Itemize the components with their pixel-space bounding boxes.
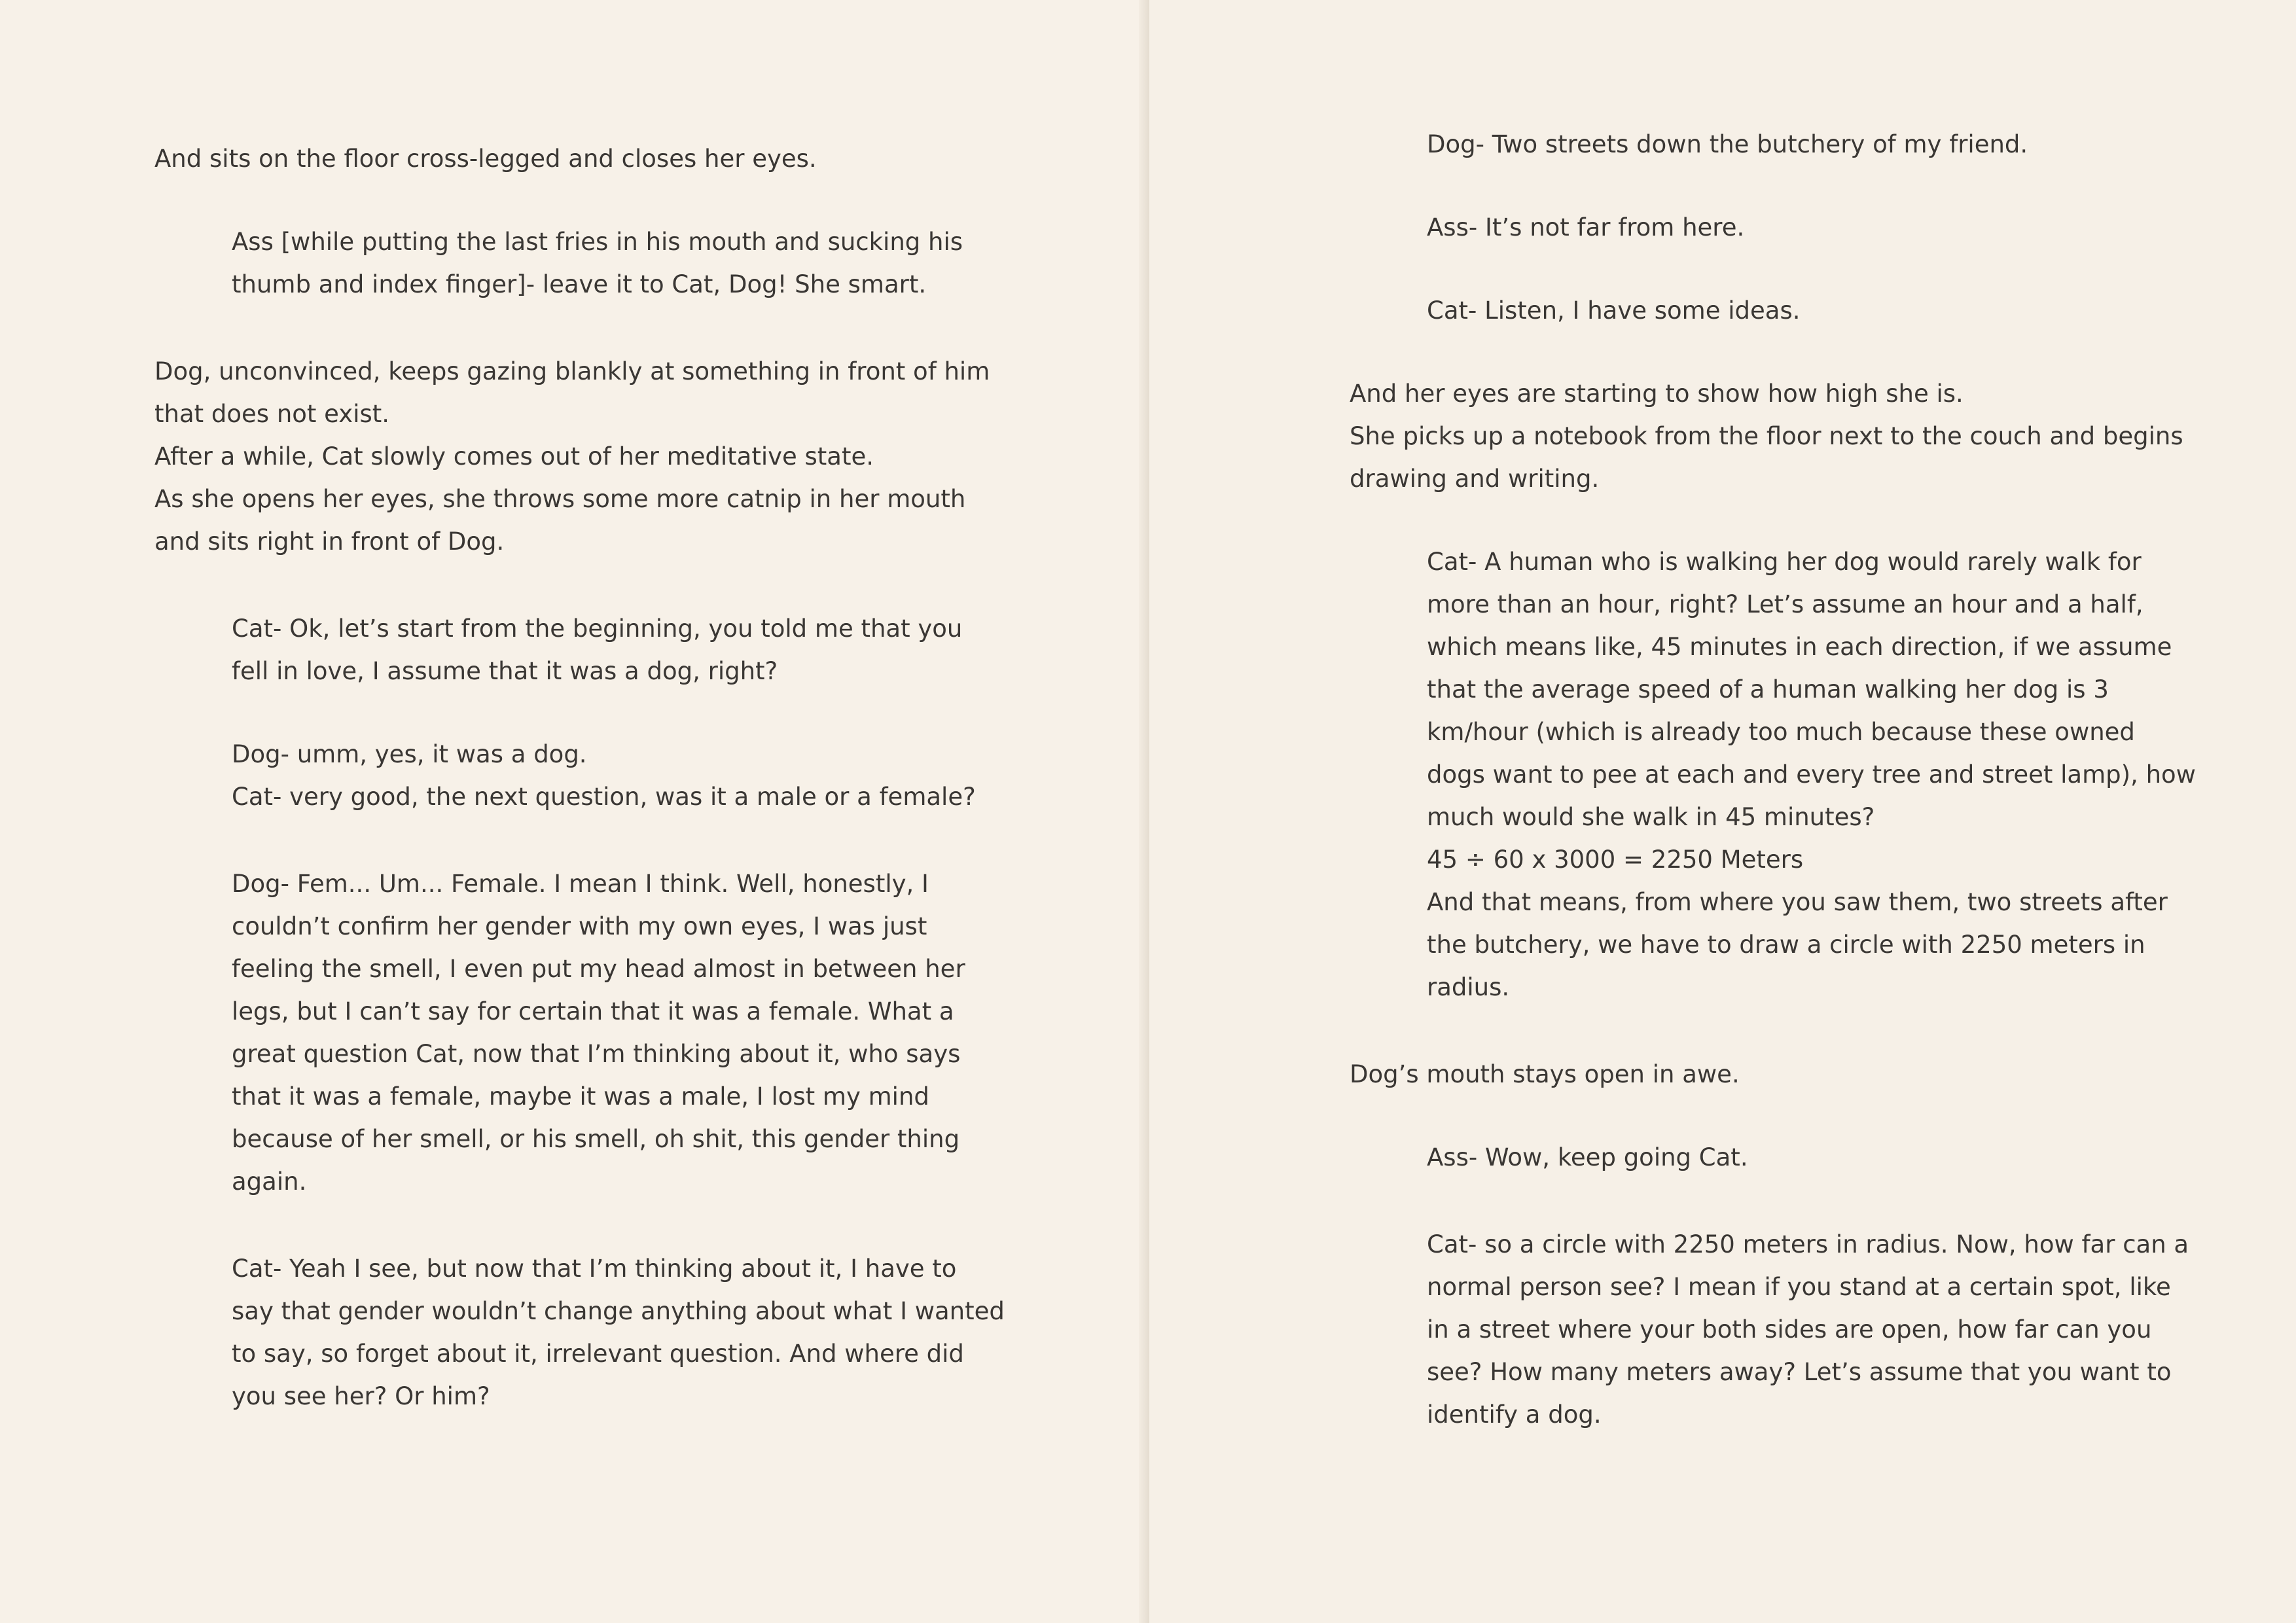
- formula: 45 ÷ 60 x 3000 = 2250 Meters: [1427, 846, 1804, 874]
- narration: Dog’s mouth stays open in awe.: [1350, 1060, 1740, 1088]
- dialogue-cat-continued: And that means, from where you saw them, two streets after the butchery, we have to draw a circle with 2250 meters in radius.: [1427, 888, 2168, 1001]
- dialogue-cat: Cat- Listen, I have some ideas.: [1427, 296, 1801, 325]
- left-page-text: [154, 137, 1005, 1418]
- dialogue-ass: Ass [while putting the last fries in his mouth and sucking his thumb and index finger]- leave it to Cat, Dog! She smart.: [232, 228, 963, 298]
- dialogue-dog: Dog- umm, yes, it was a dog.: [232, 740, 587, 768]
- narration: And sits on the floor cross-legged and closes her eyes.: [154, 145, 817, 173]
- dialogue-ass: Ass- Wow, keep going Cat.: [1427, 1143, 1748, 1171]
- dialogue-ass: Ass- It’s not far from here.: [1427, 213, 1745, 241]
- narration: She picks up a notebook from the floor next to the couch and begins drawing and writing.: [1350, 422, 2183, 493]
- narration: As she opens her eyes, she throws some more catnip in her mouth and sits right in front of Dog.: [154, 485, 966, 556]
- narration: After a while, Cat slowly comes out of her meditative state.: [154, 442, 874, 471]
- right-page-text: [1350, 123, 2200, 1436]
- dialogue-cat: Cat- Ok, let’s start from the beginning, you told me that you fell in love, I assume that it was a dog, right?: [232, 615, 963, 685]
- dialogue-dog: Dog- Two streets down the butchery of my friend.: [1427, 130, 2028, 158]
- dialogue-cat: Cat- so a circle with 2250 meters in radius. Now, how far can a normal person see? I mean if you stand at a certain spot, like in a street where your both sides are open, how far can you see? How many meters away? Let’s assume that you want to identify a dog.: [1427, 1230, 2189, 1429]
- left-page: [0, 0, 1147, 1623]
- narration: And her eyes are starting to show how high she is.: [1350, 380, 1964, 408]
- dialogue-dog: Dog- Fem... Um... Female. I mean I think. Well, honestly, I couldn’t confirm her gender with my own eyes, I was just feeling the smell, I even put my head almost in between her legs, but I can’t say for certain that it was a female. What a great question Cat, now that I’m thinking about it, who says that it was a female, maybe it was a male, I lost my mind because of her smell, or his smell, oh shit, this gender thing again.: [232, 870, 965, 1196]
- narration: Dog, unconvinced, keeps gazing blankly at something in front of him that does not exist.: [154, 357, 990, 428]
- dialogue-cat: Cat- Yeah I see, but now that I’m thinking about it, I have to say that gender wouldn’t change anything about what I wanted to say, so forget about it, irrelevant question. And where did you see her? Or him?: [232, 1255, 1005, 1410]
- dialogue-cat: Cat- very good, the next question, was it a male or a female?: [232, 783, 976, 811]
- dialogue-cat: Cat- A human who is walking her dog would rarely walk for more than an hour, right? Let’s assume an hour and a half, which means like, 45 minutes in each direction, if we assume that the average speed of a human walking her dog is 3 km/hour (which is already too much because these owned dogs want to pee at each and every tree and street lamp), how much would she walk in 45 minutes?: [1427, 548, 2196, 831]
